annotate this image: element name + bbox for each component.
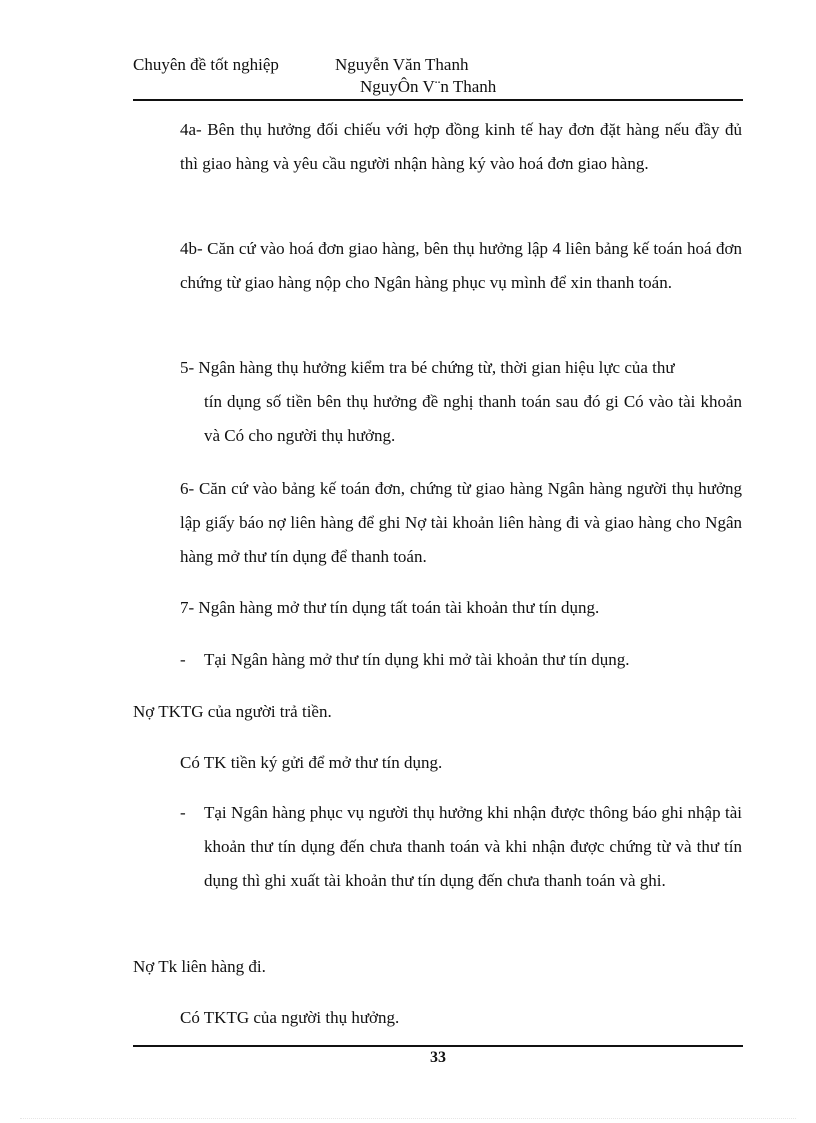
list-item-text: Tại Ngân hàng mở thư tín dụng khi mở tài khoản thư tín dụng. <box>204 650 630 669</box>
debit-entry-2: Nợ Tk liên hàng đi. <box>133 957 266 976</box>
paragraph-4a: 4a- Bên thụ hưởng đối chiếu với hợp đồng kinh tế hay đơn đặt hàng nếu đầy đủ thì giao hàng và yêu cầu người nhận hàng ký vào hoá đơn giao hàng. <box>180 120 742 173</box>
list-item-text: Tại Ngân hàng phục vụ người thụ hưởng khi nhận được thông báo ghi nhập tài khoản thư tín dụng đến chưa thanh toán và khi nhận được chứng từ và thư tín dụng thì ghi xuất tài khoản thư tín dụng đến chưa thanh toán và ghi. <box>204 803 742 890</box>
credit-entry-2: Có TKTG của người thụ hưởng. <box>180 1008 400 1027</box>
paragraph-7: 7- Ngân hàng mở thư tín dụng tất toán tài khoản thư tín dụng. <box>180 598 600 617</box>
paragraph-4b: 4b- Căn cứ vào hoá đơn giao hàng, bên thụ hưởng lập 4 liên bảng kế toán hoá đơn chứng từ giao hàng nộp cho Ngân hàng phục vụ mình để xin thanh toán. <box>180 239 742 292</box>
header-rule <box>133 99 743 101</box>
page-bottom-dotted-border <box>20 1118 796 1119</box>
header-author: Nguyễn Văn Thanh <box>335 55 469 74</box>
page-number: 33 <box>430 1049 446 1066</box>
credit-entry-1: Có TK tiền ký gửi để mở thư tín dụng. <box>180 753 443 772</box>
footer-rule <box>133 1045 743 1047</box>
debit-entry-1: Nợ TKTG của người trả tiền. <box>133 702 332 721</box>
bullet-dash: - <box>180 650 186 669</box>
header-document-type: Chuyên đề tốt nghiệp <box>133 55 279 74</box>
paragraph-6: 6- Căn cứ vào bảng kế toán đơn, chứng từ giao hàng Ngân hàng người thụ hưởng lập giấy báo nợ liên hàng để ghi Nợ tài khoản liên hàng đi và giao hàng cho Ngân hàng mở thư tín dụng để thanh toán. <box>180 479 742 566</box>
header-author-garbled: NguyÔn V¨n Thanh <box>360 77 497 96</box>
paragraph-5-continuation: tín dụng số tiền bên thụ hưởng đề nghị thanh toán sau đó gi Có vào tài khoản và Có cho người thụ hưởng. <box>204 392 742 445</box>
bullet-dash: - <box>180 803 186 822</box>
paragraph-5-first-line: 5- Ngân hàng thụ hưởng kiểm tra bé chứng từ, thời gian hiệu lực của thư <box>180 358 675 377</box>
paragraph-5 <box>180 351 742 453</box>
